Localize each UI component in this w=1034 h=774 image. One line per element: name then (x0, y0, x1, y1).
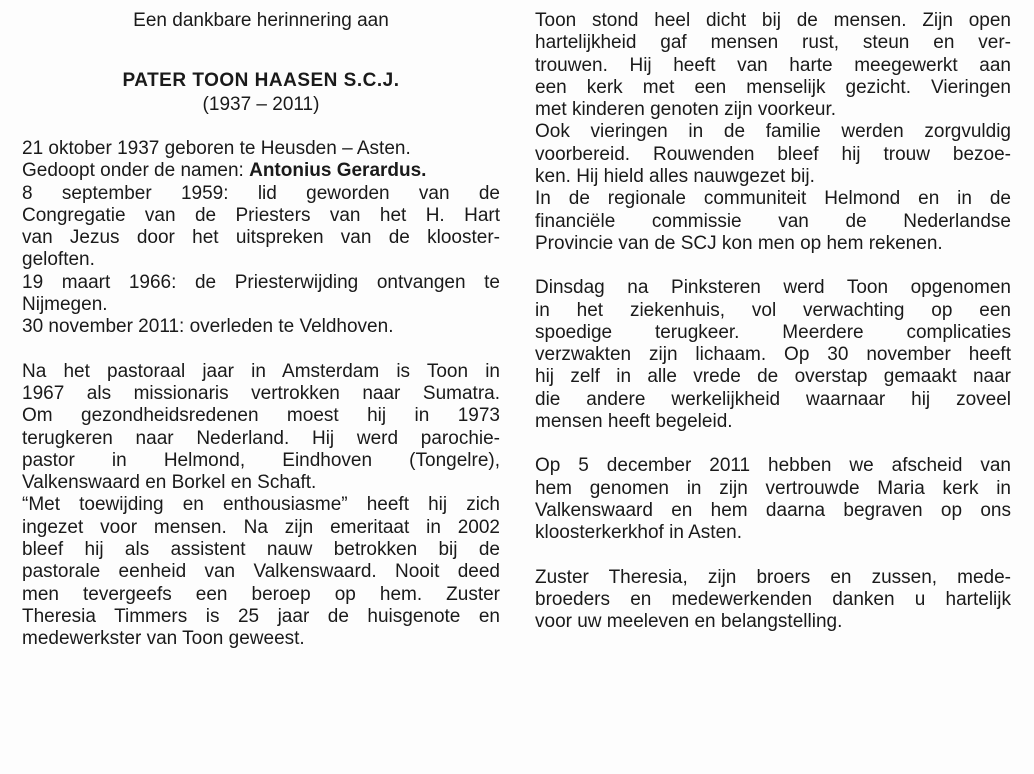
intro-line: Een dankbare herinnering aan (133, 10, 389, 31)
career-line: medewerkster van Toon geweest. (22, 628, 305, 650)
character-line: Toon stond heel dicht bij de mensen. Zijn open (535, 10, 1011, 31)
career-line: terugkeren naar Nederland. Hij werd parochie- (22, 427, 500, 449)
life-years: (1937 – 2011) (202, 94, 320, 115)
career-line: Na het pastoraal jaar in Amsterdam is Toon in (22, 360, 500, 382)
funeral-line: Op 5 december 2011 hebben we afscheid van (535, 455, 1011, 477)
bio-line: geloften. (22, 249, 95, 271)
character-line: financiële commissie van de Nederlandse (535, 210, 1011, 232)
character-line: Ook vieringen in de familie werden zorgvuldig (535, 121, 1011, 143)
character-line: hartelijkheid gaf mensen rust, steun en ver- (535, 32, 1011, 54)
funeral-line: hem genomen in zijn vertrouwde Maria kerk in (535, 477, 1011, 499)
career-line: men tevergeefs een beroep op hem. Zuster (22, 583, 500, 605)
career-line: Valkenswaard en Borkel en Schaft. (22, 472, 317, 494)
career-line: bleef hij als assistent nauw betrokken bij de (22, 539, 500, 561)
thanks-line: voor uw meeleven en belangstelling. (535, 611, 843, 633)
career-paragraph (22, 361, 500, 651)
deceased-name-title: PATER TOON HAASEN S.C.J. (122, 70, 400, 91)
funeral-line: Valkenswaard en hem daarna begraven op ons (535, 499, 1011, 521)
bio-line: 30 november 2011: overleden te Veldhoven. (22, 316, 394, 338)
character-line: Provincie van de SCJ kon men op hem rekenen. (535, 232, 943, 254)
illness-line: hij zelf in alle vrede de overstap gemaakt naar (535, 366, 1011, 388)
bio-line (22, 160, 500, 182)
thanks-paragraph (535, 567, 1011, 634)
funeral-paragraph (535, 455, 1011, 544)
funeral-line: kloosterkerkhof in Asten. (535, 522, 742, 544)
illness-line: Dinsdag na Pinksteren werd Toon opgenomen (535, 277, 1011, 299)
career-line: pastorale eenheid van Valkenswaard. Nooit deed (22, 561, 500, 583)
bio-line: Congregatie van de Priesters van het H. Hart (22, 204, 500, 226)
career-line: Theresia Timmers is 25 jaar de huisgenote en (22, 605, 500, 627)
illness-line: mensen heeft begeleid. (535, 411, 733, 433)
bio-line: van Jezus door het uitspreken van de klooster- (22, 227, 500, 249)
character-line: trouwen. Hij heeft van harte meegewerkt aan (535, 54, 1011, 76)
thanks-line: Zuster Theresia, zijn broers en zussen, mede- (535, 566, 1011, 588)
illness-line: verzwakten zijn lichaam. Op 30 november heeft (535, 344, 1011, 366)
illness-line: die andere werkelijkheid waarnaar hij zoveel (535, 388, 1011, 410)
character-line: In de regionale communiteit Helmond en in de (535, 188, 1011, 210)
character-line: een kerk met een menselijk gezicht. Vieringen (535, 76, 1011, 98)
thanks-line: broeders en medewerkenden danken u hartelijk (535, 588, 1011, 610)
character-line: voorbereid. Rouwenden bleef hij trouw bezoe- (535, 143, 1011, 165)
bio-line: 19 maart 1966: de Priesterwijding ontvangen te (22, 271, 500, 293)
career-line: “Met toewijding en enthousiasme” heeft hij zich (22, 494, 500, 516)
baptism-text: Gedoopt onder de namen: (22, 160, 250, 182)
right-column (535, 10, 1011, 633)
bio-line: 21 oktober 1937 geboren te Heusden – Asten. (22, 138, 411, 159)
illness-paragraph (535, 277, 1011, 433)
career-line: ingezet voor mensen. Na zijn emeritaat in 2002 (22, 516, 500, 538)
baptism-names: Antonius Gerardus. (249, 160, 427, 182)
character-line: ken. Hij hield alles nauwgezet bij. (535, 166, 815, 188)
career-line: 1967 als missionaris vertrokken naar Sumatra. (22, 382, 500, 404)
character-paragraph (535, 10, 1011, 255)
career-line: pastor in Helmond, Eindhoven (Tongelre), (22, 449, 500, 471)
illness-line: in het ziekenhuis, vol verwachting op een (535, 299, 1011, 321)
bio-line: Nijmegen. (22, 294, 108, 316)
left-column (22, 10, 500, 651)
career-line: Om gezondheidsredenen moest hij in 1973 (22, 405, 500, 427)
character-line: met kinderen genoten zijn voorkeur. (535, 99, 837, 121)
bio-line: 8 september 1959: lid geworden van de (22, 182, 500, 204)
illness-line: spoedige terugkeer. Meerdere complicaties (535, 321, 1011, 343)
biography-paragraph (22, 138, 500, 339)
